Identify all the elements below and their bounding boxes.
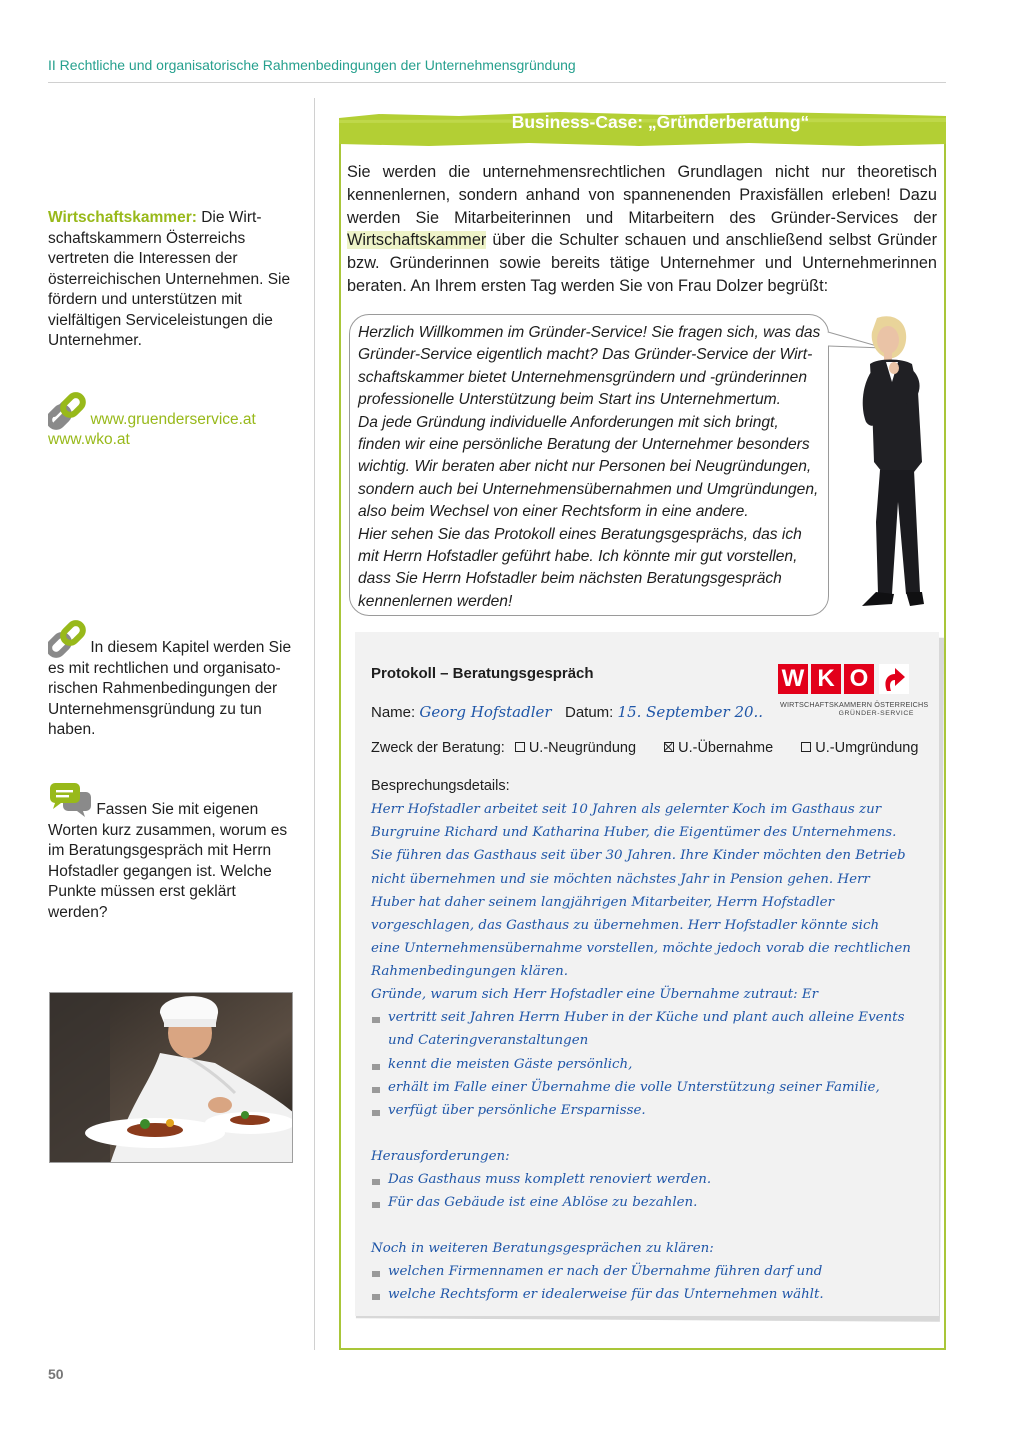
list-item: vertritt seit Jahren Herrn Huber in der Küche und plant auch alleine Events und Cateringveranstaltungen bbox=[371, 1006, 911, 1052]
option-label: U.-Übernahme bbox=[678, 740, 774, 756]
intro-text-start: Sie werden die unternehmensrechtlichen Grundlagen nicht nur theoretisch kennenlernen, sondern anhand von spannenenden Praxisfällen erleben! Dazu werden Sie Mitarbeiterinnen und Mitarbeitern des Gründer-Services der bbox=[347, 163, 937, 227]
link-chain-icon bbox=[48, 392, 86, 430]
speech-paragraph: Herzlich Willkommen im Gründer-Service! Sie fragen sich, was das Gründer-Service eigentlich macht? Das Gründer-Service der Wirtschaftskammer bietet Unternehmensgründern und -gründerinnen professionelle Unterstützung beim Start ins Unternehmertum. bbox=[358, 324, 821, 409]
speech-paragraph: Hier sehen Sie das Protokoll eines Beratungsgesprächs, das ich mit Herrn Hofstadler geführt habe. Ich könnte mir gut vorstellen, dass Sie Herrn Hofstadler beim nächsten Beratungsgespräch kennenlernen werden! bbox=[358, 525, 802, 610]
page-number: 50 bbox=[48, 1366, 64, 1382]
chapter-note bbox=[48, 620, 294, 741]
date-label: Datum: bbox=[565, 704, 614, 721]
wko-letter: O bbox=[844, 664, 874, 694]
wko-service-line: GRÜNDER-SERVICE bbox=[838, 710, 914, 717]
definition-term: Wirtschaftskammer: bbox=[48, 209, 197, 226]
protocol-title: Protokoll – Beratungsgespräch bbox=[371, 665, 594, 682]
list-item: verfügt über persönliche Ersparnisse. bbox=[371, 1099, 911, 1122]
list-item: erhält im Falle einer Übernahme die volle Unterstützung seiner Familie, bbox=[371, 1076, 911, 1099]
list-item: welche Rechtsform er idealerweise für das Unternehmen wählt. bbox=[371, 1283, 911, 1306]
reasons-section bbox=[371, 983, 911, 1122]
list-item: kennt die meisten Gäste persönlich, bbox=[371, 1053, 911, 1076]
wko-letter: W bbox=[778, 664, 808, 694]
date-value: 15. September 20.. bbox=[617, 703, 764, 721]
purpose-label: Zweck der Beratung: bbox=[371, 740, 505, 756]
speech-bubbles-icon bbox=[48, 782, 92, 818]
gruenderservice-link[interactable]: www.gruenderservice.at bbox=[90, 411, 256, 428]
option-label: U.-Neugründung bbox=[528, 740, 637, 756]
speech-text bbox=[358, 322, 824, 613]
wko-org-line: WIRTSCHAFTSKAMMERN ÖSTERREICHS bbox=[780, 700, 929, 709]
definition-text: Die Wirtschaftskammern Österreichs vertreten die Interessen der österreichischen Unternehmen. Sie fördern und unterstützen mit vielfältigen Serviceleistungen die Unternehmer. bbox=[48, 209, 291, 349]
chef-photo bbox=[49, 992, 293, 1163]
weblinks bbox=[48, 392, 294, 450]
list-item: Für das Gebäude ist eine Ablöse zu bezahlen. bbox=[371, 1191, 911, 1214]
name-value: Georg Hofstadler bbox=[419, 703, 552, 721]
option-label: U.-Umgründung bbox=[815, 740, 919, 756]
checkbox-umgruendung[interactable] bbox=[801, 742, 811, 752]
chapter-note-text: In diesem Kapitel werden Sie es mit rechtlichen und organisatorischen Rahmenbedingungen der Unternehmensgründung zu tun haben. bbox=[48, 639, 292, 738]
wko-letter: K bbox=[811, 664, 841, 694]
open-points-section bbox=[371, 1237, 911, 1307]
wko-link[interactable]: www.wko.at bbox=[48, 431, 130, 448]
running-head: II Rechtliche und organisatorische Rahmenbedingungen der Unternehmensgründung bbox=[48, 57, 576, 73]
checkbox-uebernahme[interactable] bbox=[664, 742, 674, 752]
wirtschaftskammer-definition bbox=[48, 208, 294, 352]
date-field bbox=[565, 703, 763, 721]
task-text: Fassen Sie mit eigenen Worten kurz zusammen, worum es im Beratungsgespräch mit Herrn Hofstadler gegangen ist. Welche Punkte müssen erst geklärt werden? bbox=[48, 801, 288, 921]
column-divider bbox=[314, 98, 315, 1350]
checkbox-neugruendung[interactable] bbox=[515, 742, 525, 752]
link-chain-icon bbox=[48, 620, 86, 658]
list-item: welchen Firmennamen er nach der Übernahme führen darf und bbox=[371, 1260, 911, 1283]
open-points-heading: Noch in weiteren Beratungsgesprächen zu klären: bbox=[371, 1241, 714, 1256]
consultant-figure bbox=[822, 312, 942, 617]
case-title: Business-Case: „Gründerberatung“ bbox=[511, 112, 810, 132]
wko-logo bbox=[778, 664, 929, 720]
intro-highlight: Wirtschaftskammer bbox=[347, 231, 487, 250]
speech-paragraph: Da jede Gründung individuelle Anforderungen mit sich bringt, finden wir eine persönliche Beratung der Unternehmer besonders wichtig. Wir beraten aber nicht nur Personen bei Neugründungen, sondern auch bei Unternehmensübernahmen und Umgründungen, also beim Wechsel von einer Rechtsform in eine andere. bbox=[358, 413, 819, 521]
case-intro bbox=[347, 161, 937, 298]
list-item: Das Gasthaus muss komplett renoviert werden. bbox=[371, 1168, 911, 1191]
wko-arrow-icon bbox=[877, 664, 911, 694]
details-label: Besprechungsdetails: bbox=[371, 778, 510, 794]
reasons-heading: Gründe, warum sich Herr Hofstadler eine Übernahme zutraut: Er bbox=[371, 987, 819, 1002]
header-divider bbox=[48, 82, 946, 83]
challenges-heading: Herausforderungen: bbox=[371, 1149, 510, 1164]
discussion-task bbox=[48, 782, 294, 923]
challenges-section bbox=[371, 1145, 911, 1215]
details-text: Herr Hofstadler arbeitet seit 10 Jahren als gelernter Koch im Gasthaus zur Burgruine Richard und Katharina Huber, die Eigentümer des Unternehmens. Sie führen das Gasthaus seit über 30 Jahren. Ihre Kinder möchten den Betrieb nicht übernehmen und sie möchten nächstes Jahr in Pension gehen. Herr Huber hat daher seinem langjährigen Mitarbeiter, Herrn Hofstadler vorgeschlagen, das Gasthaus zu übernehmen. Herr Hofstadler könnte sich eine Unternehmensübernahme vorstellen, möchte jedoch vorab die rechtlichen Rahmenbedingungen klären. bbox=[371, 802, 911, 980]
name-field bbox=[371, 703, 552, 721]
intro-text-end: über die Schulter schauen und anschließend selbst Gründer bzw. Gründerinnen sowie bereits tätige Unternehmer und Unternehmerinnen beraten. An Ihrem ersten Tag werden Sie von Frau Dolzer begrüßt: bbox=[347, 231, 937, 295]
name-label: Name: bbox=[371, 704, 416, 721]
consulting-purpose bbox=[371, 740, 918, 756]
